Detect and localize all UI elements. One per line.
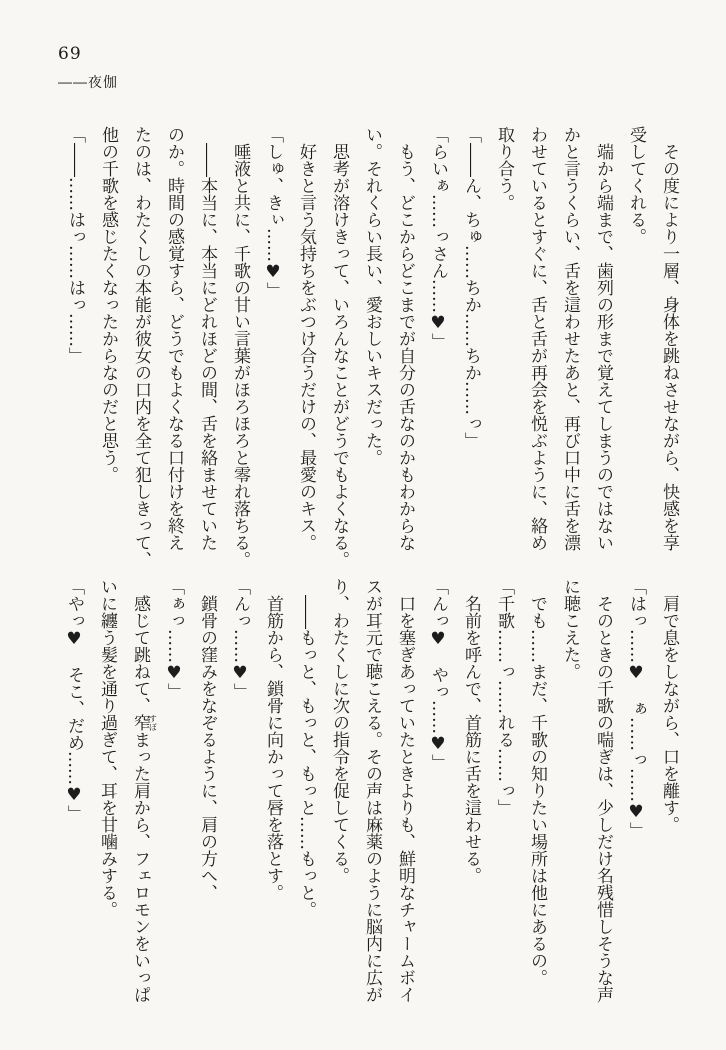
text-line: り、わたくしに次の指令を促してくる。 [329, 578, 349, 884]
text-line: 感じて跳ねて、窄すぼまった肩から、フェロモンをいっぱ [130, 595, 158, 1003]
text-line: その度により一層、身体を跳ねさせながら、快感を享 [659, 143, 679, 551]
text-line: かと言うくらい、舌を這わせたあと、再び口中に舌を漂 [560, 126, 580, 551]
text-line: い。それくらい長い、愛おしいキスだった。 [362, 126, 382, 466]
page-number: 69 [58, 44, 82, 64]
text-line: 端から端まで、歯列の形まで覚えてしまうのではない [593, 143, 613, 551]
text-line: 鎖骨の窪みをなぞるように、肩の方へ、 [197, 595, 217, 901]
text-line: 「――……はっ……はっ……」 [65, 126, 85, 364]
text-line: 「しゅ、きぃ……♥」 [263, 126, 283, 299]
text-line: 名前を呼んで、首筋に舌を這わせる。 [461, 595, 481, 884]
text-line: スが耳元で聴こえる。その声は麻薬のように脳内に広が [362, 578, 382, 1003]
text-line: でも……まだ、千歌の知りたい場所は他にあるの。 [527, 595, 547, 986]
text-line: 「やっ♥ そこ、だめ……♥」 [64, 578, 84, 822]
text-line: 肩で息をしながら、口を離す。 [659, 595, 679, 833]
text-line: 「――ん、ちゅ……ちか……ちか……っ」 [461, 126, 481, 449]
page-corner [58, 44, 118, 92]
text-line: もう、どこからどこまでが自分の舌なのかもわからな [395, 143, 415, 551]
text-line: 「らいぁ……っさん……♥」 [428, 126, 448, 350]
text-line: のか。時間の感覚すら、どうでもよくなる口付けを終え [164, 126, 184, 551]
text-block-bottom [57, 578, 685, 1012]
text-line: そのときの千歌の喘ぎは、少しだけ名残惜しそうな声 [593, 595, 613, 1003]
text-line: 「千歌……っ……れる……っ」 [494, 578, 514, 816]
text-line: 受してくれる。 [626, 126, 646, 245]
text-line: 首筋から、鎖骨に向かって唇を落とす。 [263, 595, 283, 901]
text-line: たのは、わたくしの本能が彼女の口内を全て犯しきって、 [131, 126, 151, 568]
text-line: 思考が溶けきって、いろんなことがどうでもよくなる。 [329, 143, 349, 568]
text-line: 好きと言う気持ちをぶつけ合うだけの、最愛のキス。 [296, 143, 316, 551]
text-line: 「んっ♥ やっ……♥」 [428, 578, 448, 771]
chapter-header: ――夜伽 [58, 75, 118, 91]
text-line: 唾液と共に、千歌の甘い言葉がほろほろと零れ落ちる。 [230, 143, 250, 568]
text-block-top [58, 126, 685, 568]
text-line: 取り合う。 [494, 126, 514, 211]
text-line: いに纏う髪を通り過ぎて、耳を甘噛みする。 [97, 578, 117, 918]
text-line: ――本当に、本当にどれほどの間、舌を絡ませていた [197, 143, 217, 551]
text-line: ――もっと、もっと、もっと……もっと。 [296, 595, 316, 918]
text-line: 「はっ……♥ ぁ……っ……♥」 [626, 578, 646, 839]
text-line: 「んっ……♥」 [230, 578, 250, 700]
text-line: 他の千歌を感じたくなったからなのだと思う。 [98, 126, 118, 483]
text-line: わせているとすぐに、舌と舌が再会を悦ぶように、絡め [527, 126, 547, 551]
text-line: に聴こえた。 [560, 578, 580, 680]
text-line: 口を塞ぎあっていたときよりも、鮮明なチャームボイ [395, 595, 415, 1003]
text-line: 「ぁっ……♥」 [164, 578, 184, 700]
